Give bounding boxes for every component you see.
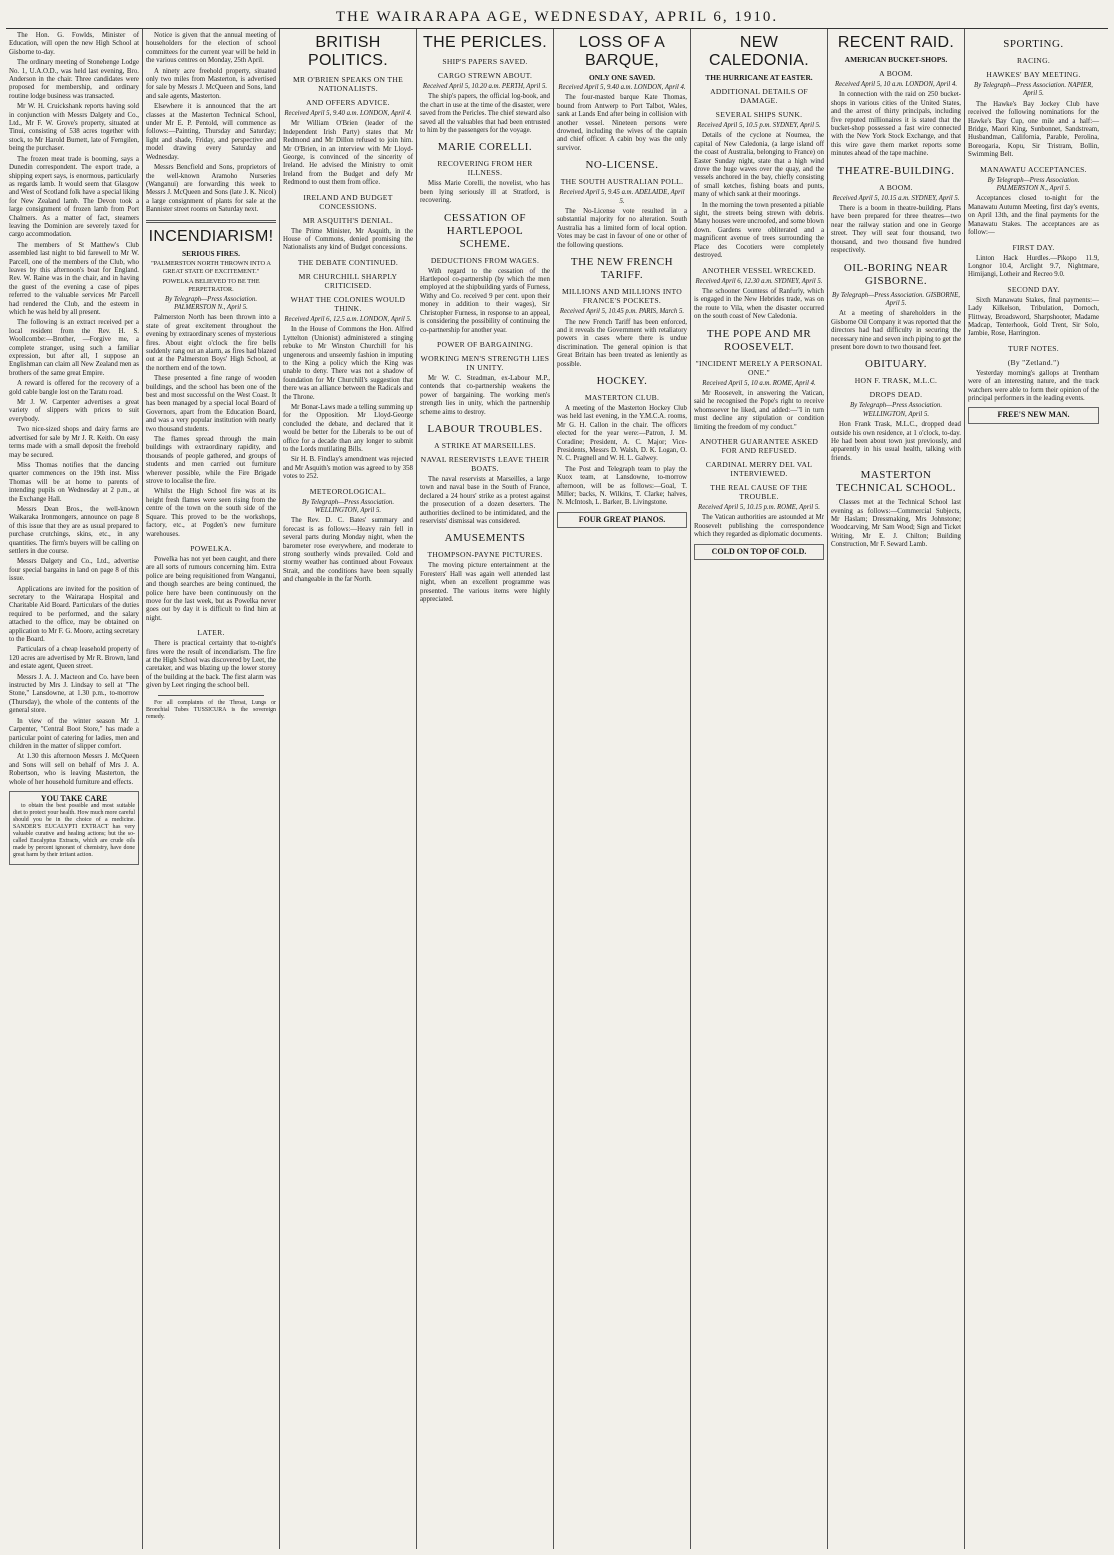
headline: BRITISH POLITICS. <box>307 34 389 69</box>
advertisement <box>9 791 139 865</box>
advertisement <box>557 512 687 528</box>
subheading: MR O'BRIEN SPEAKS ON THE NATIONALISTS. <box>292 75 404 93</box>
section-heading: NO-LICENSE. <box>585 159 659 172</box>
column-5 <box>554 29 691 1549</box>
subheading: NAVAL RESERVISTS LEAVE THEIR BOATS. <box>420 454 550 473</box>
divider <box>158 695 264 696</box>
news-paragraph: At 1.30 this afternoon Messrs J. McQueen and Sons will sell on behalf of Mrs J. A. Robertson, who is leaving Masterton, the whole of her household furniture and effects. <box>9 753 139 786</box>
news-paragraph: The No-License vote resulted in a substantial majority for no alteration. South Australia has a limited form of local option. Votes may be cast in favour of one or other of the following questions. <box>557 208 687 249</box>
dateline: By Telegraph—Press Association. WELLINGTON, April 5. <box>849 402 943 418</box>
dateline: By Telegraph—Press Association. PALMERSTON N., April 5. <box>987 176 1080 193</box>
dateline: Received April 6, 12.5 a.m. LONDON, April 5. <box>284 315 412 323</box>
subheading: POWELKA BELIEVED TO BE THE PERPETRATOR. <box>162 277 260 293</box>
subheading: SECOND DAY. <box>1007 284 1060 294</box>
advertisement <box>694 544 824 560</box>
section-heading: CESSATION OF HARTLEPOOL SCHEME. <box>443 211 527 250</box>
news-paragraph: The Post and Telegraph team to play the Kuox team, at Lansdowne, to-morrow afternoon, will be as follows:—Goal, T. Miller; backs, N. Wilkins, T. Clarke; halves, N. McIntosh, L. Barker, B. Livingstone. <box>557 465 687 507</box>
news-paragraph: Mr Roosevelt, in answering the Vatican, said he recognised the Pope's right to receive whomsoever he liked, and added:—"I in turn must decline any stipulation or condition limiting the freedom of my conduct." <box>694 389 824 431</box>
dateline: By Telegraph—Press Association. WELLINGTON, April 5. <box>301 498 395 514</box>
footer-note: For all complaints of the Throat, Lungs or Bronchial Tubes TUSSICURA is the sovereign remedy. <box>146 699 276 720</box>
ad-title: YOU TAKE CARE <box>40 793 108 803</box>
column-4 <box>417 29 554 1549</box>
news-paragraph: These presented a fine range of wooden buildings, and the school has been one of the best and most successful on the West Coast. It has been managed by a special local Board of Governors, apart from the Education Board, and was a very popular institution with nearly two thousand students. <box>146 375 276 433</box>
dateline: Received April 6, 12.30 a.m. SYDNEY, April 5. <box>695 277 823 285</box>
subheading: THE DEBATE CONTINUED. <box>297 257 399 267</box>
news-paragraph: The frozen meat trade is booming, says a Dunedin correspondent. The export trade, a shipping expert says, is enormous, particularly as regards lamb. It would seem that Glasgow and West of Scotland folk have a special liking for New Zealand lamb. The Devon took a large consignment of frozen lamb from Port Chalmers. As a matter of fact, steamers leaving the Dominion are severely taxed for cargo accommodation. <box>9 155 139 239</box>
news-paragraph: In the House of Commons the Hon. Alfred Lyttelton (Unionist) administered a stinging rebuke to Mr Winston Churchill for his ungenerous and unseemly fashion in imputing to the King a policy which the King was unable to deny. There was not a shadow of foundation for Mr Churchill's suggestion that there was an alliance between the Radicals and the Throne. <box>283 326 413 401</box>
subheading: HAWKES' BAY MEETING. <box>986 70 1081 79</box>
subheading: THOMPSON-PAYNE PICTURES. <box>427 550 543 560</box>
subheading: THE HURRICANE AT EASTER. <box>705 73 813 82</box>
subheading: SEVERAL SHIPS SUNK. <box>715 110 803 119</box>
dateline: By Telegraph—Press Association. NAPIER, April 5. <box>974 82 1093 98</box>
subheading: METEOROLOGICAL. <box>309 486 387 496</box>
subheading: FIRST DAY. <box>1012 242 1055 252</box>
subheading: MILLIONS AND MILLIONS INTO FRANCE'S POCKETS. <box>561 287 683 306</box>
subheading: "PALMERSTON NORTH THROWN INTO A GREAT STATE OF EXCITEMENT." <box>151 259 271 275</box>
subheading: ANOTHER GUARANTEE ASKED FOR AND REFUSED. <box>699 436 819 455</box>
news-paragraph: The Prime Minister, Mr Asquith, in the House of Commons, denied promising the Nationalists any kind of Budget concessions. <box>283 227 413 252</box>
column-6 <box>691 29 828 1549</box>
news-paragraph: At a meeting of shareholders in the Gisborne Oil Company it was reported that the directors had had difficulty in securing the necessary nine and seven inch piping to get the present bore down to two thousand feet. <box>831 310 961 351</box>
news-paragraph: The Hawke's Bay Jockey Club have received the following nominations for the Hawke's Bay Cup, one mile and a half:—Bridge, Maori King, Sunbonnet, Sandstream, Husbandman, California, Parable, Perolina, Boreogaria, Kopu, Sir Tristram, Bollin, Swimming Belt. <box>968 100 1099 159</box>
section-heading: THEATRE-BUILDING. <box>837 164 955 177</box>
subheading: MANAWATU ACCEPTANCES. <box>980 164 1087 174</box>
news-paragraph: Classes met at the Technical School last evening as follows:—Commercial Subjects, Mr Haslam; Dressmaking, Mrs Johnstone; Woodcarving, Mr Sam Wood; Sign and Ticket Writing, Mr E. J. Chilton; Building Construction, Mr F. Seward Lamb. <box>831 499 961 549</box>
news-paragraph: Sixth Manawatu Stakes, final payments:—Lady Kilkelson, Tribulation, Dornoch, Flittway, Broadsword, Sharpshooter, Madame Madcap, Tenterhook, Gold Trent, Sir Solo, Jambie, Rose, Harrington. <box>968 296 1099 338</box>
subheading: HON F. TRASK, M.L.C. <box>854 376 938 386</box>
subheading: MR ASQUITH'S DENIAL. <box>302 215 394 225</box>
subheading: SHIP'S PAPERS SAVED. <box>442 57 528 66</box>
news-paragraph: Mr W. C. Steadman, ex-Labour M.P., contends that co-partnership weakens the power of bargaining. The working men's strength lies in unity, which the partnership scheme aims to destroy. <box>420 374 550 416</box>
subheading: DEDUCTIONS FROM WAGES. <box>430 255 540 265</box>
section-heading: MASTERTON TECHNICAL SCHOOL. <box>836 469 956 495</box>
column-1 <box>6 29 143 1549</box>
subheading: CARDINAL MERRY DEL VAL INTERVIEWED. <box>705 459 813 478</box>
dateline: By Telegraph—Press Association. PALMERSTON N., April 5. <box>164 295 258 311</box>
section-heading: THE POPE AND MR ROOSEVELT. <box>706 327 812 353</box>
news-paragraph: Powelka has not yet been caught, and there are all sorts of rumours concerning him. Extra police are being requisitioned from Wanganui, and though searches are being continued, the police here have been continuously on the move for the last week, but as Powelka never goes out by day it is difficult to find him at night. <box>146 555 276 622</box>
subheading: ADDITIONAL DETAILS OF DAMAGE. <box>710 87 808 105</box>
ad-title: FOUR GREAT PIANOS. <box>578 514 666 524</box>
subheading: CARGO STREWN ABOUT. <box>437 71 533 80</box>
news-paragraph: A ninety acre freehold property, situated only two miles from Masterton, is advertised for sale by Messrs J. McQueen and Sons, land and sale agents, Masterton. <box>146 67 276 100</box>
section-heading: OBITUARY. <box>864 358 928 371</box>
news-paragraph: Miss Marie Corelli, the novelist, who has been lying seriously ill at Stratford, is recovering. <box>420 180 550 205</box>
news-paragraph: Details of the cyclone at Noumea, the capital of New Caledonia, (a large island off the coast of Australia, belonging to France) on Easter Sunday night, state that a high wind drove the huge waves over the quay, and the vessels anchored in the bay, chiefly consisting of small ketches, fishing boats and punts, many of which sank at their moorings. <box>694 132 824 199</box>
subheading: ONLY ONE SAVED. <box>588 73 656 82</box>
subheading: AND OFFERS ADVICE. <box>306 98 390 107</box>
news-paragraph: The naval reservists at Marseilles, a large town and naval base in the South of France, declared a 24 hours' strike as a protest against the prosecution of a dozen deserters. The authorities declined to be intimidated, and the reservists' dismissal was considered. <box>420 475 550 525</box>
news-paragraph: The flames spread through the main buildings with extraordinary rapidity, and thousands of people gathered, and groups of students and men carried out furniture wherever possible, while the Fire Brigade strove to localise the fire. <box>146 436 276 486</box>
news-paragraph: A reward is offered for the recovery of a gold cable bangle lost on the Taratu road. <box>9 380 139 396</box>
news-paragraph: Whilst the High School fire was at its height fresh flames were seen rising from the centre of the town on the south side of the Square. This proved to be the workshops, factory, etc., at Pogden's new furniture warehouses. <box>146 488 276 538</box>
news-paragraph: The four-masted barque Kate Thomas, bound from Antwerp to Port Talbot, Wales, sank at Lands End after being in collision with another vessel. Nineteen persons were drowned, including the wives of the captain and chief officer. A cabin boy was the only survivor. <box>557 94 687 152</box>
subheading: ANOTHER VESSEL WRECKED. <box>702 265 816 275</box>
news-paragraph: Particulars of a cheap leasehold property of 120 acres are advertised by Mr R. Brown, land and estate agent, Queen street. <box>9 646 139 671</box>
dateline: Received April 5, 9.40 a.m. LONDON, April 4. <box>558 84 686 91</box>
news-paragraph: The members of St Matthew's Club assembled last night to bid farewell to Mr W. Parcell, one of the members of the Club, who leaves by this afternoon's boat for England. Rev. W. Raine was in the chair, and in having the guest of the evening a case of pipes referred to the valuable services Mr Parcell had rendered the Club, and the esteem in which he was held by all present. <box>9 241 139 316</box>
dateline: Received April 5, 10.45 p.m. PARIS, March 5. <box>559 308 685 316</box>
news-paragraph: Messrs Bencfield and Sons, proprietors of the well-known Aramoho Nurseries (Wanganui) are forwarding this week to Messrs J. McQueen and Sons (late J. K. Nicol) a large consignment of plants for sale at the Bannister street rooms on Saturday next. <box>146 164 276 214</box>
news-paragraph: Messrs J. A. J. Macteon and Co. have been instructed by Mrs J. Lindsay to sell at "The Stone," Lansdowne, at 1.30 p.m., to-morrow (Thursday), the whole of the contents of the general store. <box>9 673 139 715</box>
news-paragraph: Messrs Dalgety and Co., Ltd., advertise four special bargains in land on page 8 of this issue. <box>9 558 139 583</box>
subheading: THE SOUTH AUSTRALIAN POLL. <box>560 177 684 187</box>
section-heading: LABOUR TROUBLES. <box>427 422 543 435</box>
section-heading: THE NEW FRENCH TARIFF. <box>570 256 674 282</box>
dateline: Received April 5, 10 a.m. ROME, April 4. <box>702 379 816 387</box>
news-paragraph: In the morning the town presented a pitiable sight, the streets being strewn with debris. Many houses were uncroofed, and some blown down. Gardens were obliterated and a magnificent avenue of trees surrounding the Place des Cocotiers were completely destroyed. <box>694 201 824 260</box>
news-paragraph: The Vatican authorities are astounded at Mr Roosevelt publishing the correspondence which they regarded as diplomatic documents. <box>694 514 824 539</box>
subheading: RACING. <box>1016 56 1051 65</box>
section-heading: OIL-BORING NEAR GISBORNE. <box>843 261 949 287</box>
columns <box>6 29 1108 1549</box>
dateline: Received April 5, 10 a.m. LONDON, April 4. <box>834 81 958 88</box>
dateline: Received April 5, 10.5 p.m. SYDNEY, April 5. <box>697 122 821 129</box>
news-paragraph: In connection with the raid on 250 bucket-shops in various cities of the United States, and the arrest of thirty principals, including five reputed millionaires it is stated that the bucket-shop possessed a fast wire connected with the New York Stock Exchange, and that this wire gave them market reports some minutes ahead of the tape machine. <box>831 91 961 158</box>
subheading: "INCIDENT MERELY A PERSONAL ONE." <box>695 358 823 377</box>
subheading: WHAT THE COLONIES WOULD THINK. <box>290 294 406 313</box>
news-paragraph: Acceptances closed to-night for the Manawatu Autumn Meeting, first day's events, on April 13th, and the final payments for the Manawatu Stakes. The acceptances are as follow:— <box>968 195 1099 237</box>
section-heading: AMUSEMENTS <box>444 532 526 545</box>
news-paragraph: Sir H. B. Findlay's amendment was rejected and Mr Asquith's motion was agreed to by 358 votes to 252. <box>283 456 413 481</box>
ad-title: COLD ON TOP OF COLD. <box>711 546 807 556</box>
subheading: AMERICAN BUCKET-SHOPS. <box>844 55 948 64</box>
subheading: A STRIKE AT MARSEILLES. <box>434 440 536 450</box>
section-heading: HOCKEY. <box>596 374 648 387</box>
advertisement <box>968 407 1099 423</box>
news-paragraph: Elsewhere it is announced that the art classes at the Masterton Technical School, under Mr E. P. Pentold, will commence as follows:—Painting, Thursday and Saturday; light and shade, Friday, and perspective and model drawing every Saturday and Wednesday. <box>146 103 276 161</box>
dateline: Received April 5, 9.40 a.m. LONDON, April 4. <box>284 110 412 117</box>
news-paragraph: Palmerston North has been thrown into a state of great excitement throughout the evening by extraordinary scenes of mysterious fires. About eight o'clock the fire bells suddenly rang out an alarm, as fires had blazed out at the Palmerston Boys' High School, at the northern end of the town. <box>146 314 276 372</box>
subheading: WORKING MEN'S STRENGTH LIES IN UNITY. <box>420 353 550 372</box>
dateline: Received April 5, 10.15 a.m. SYDNEY, April 5. <box>832 194 960 202</box>
subheading: LATER. <box>197 628 225 638</box>
news-paragraph: The Rev. D. C. Bates' summary and forecast is as follows:—Heavy rain fell in several parts during Monday night, when the barometer rose everywhere, and moderate to strong southerly winds prevailed. Cold and stormy weather has continued about Foveaux Strait, and the conditions have been squally and changeable in the far North. <box>283 517 413 584</box>
news-paragraph: Two nice-sized shops and dairy farms are advertised for sale by Mr J. R. Keith. On easy terms made with a small deposit the freehold may be secured. <box>9 426 139 459</box>
column-3 <box>280 29 417 1549</box>
news-paragraph: The ship's papers, the official log-book, and the chart in use at the time of the disaster, were saved from the Pericles. The chief steward also saved all the valuables that had been entrusted to him by the passengers for the voyage. <box>420 93 550 135</box>
news-paragraph: Applications are invited for the position of secretary to the Wairarapa Hospital and Charitable Aid Board. Particulars of the duties required to be performed, and the salary attached to the office, may be obtained on application to Mr F. G. Moore, acting secretary to the Board. <box>9 585 139 644</box>
news-paragraph: Linton Hack Hurdles.—Pikopo 11.9, Longnor 10.4, Arclight 9.7, Nightmare, Himijangi, Lotheir and Recreo 9.0. <box>968 254 1099 279</box>
headline: THE PERICLES. <box>423 34 547 51</box>
section-headline: INCENDIARISM! <box>148 227 274 245</box>
subheading: RECOVERING FROM HER ILLNESS. <box>437 159 533 178</box>
news-paragraph: There is practical certainty that to-night's fires were the result of incendiarism. The fire at the High School was discovered by Leet, the caretaker, and was blazing up the lower storey of the building at the back. The first alarm was given by Leet ringing the school bell. <box>146 640 276 690</box>
headline: NEW CALEDONIA. <box>709 34 809 69</box>
section-heading: MARIE CORELLI. <box>437 141 533 154</box>
section-heading: SPORTING. <box>1003 38 1064 50</box>
news-paragraph: Miss Thomas notifies that the dancing quarter commences on the 19th inst. Miss Thomas will be at home to parents of intending pupils on Wednesday at 2 p.m., at the Exchange Hall. <box>9 461 139 503</box>
news-paragraph: Mr J. W. Carpenter advertises a great variety of slippers with prices to suit everybody. <box>9 399 139 423</box>
news-paragraph: A meeting of the Masterton Hockey Club was held last evening, in the Y.M.C.A. rooms, Mr G. H. Callon in the chair. The officers elected for the year were:—Patron, J. M. Coradine; President, A. C. Major; Vice-Presidents, Messrs D. Walsh, D. K. Logan, O. N. C. Pragnell and W. H. L. Galwey. <box>557 404 687 463</box>
dateline: By Telegraph—Press Association. GISBORNE, April 5. <box>832 291 960 307</box>
news-paragraph: Mr Bonar-Laws made a telling summing up for the Opposition. Mr Lloyd-George concluded the debate, and declared that it would be better for the Liberals to be out of office for a decade than any longer to submit to the Lords mutilating Bills. <box>283 403 413 453</box>
news-paragraph: The Hon. G. Fowlds, Minister of Education, will open the new High School at Gisborne to-day. <box>9 32 139 56</box>
subheading: MASTERTON CLUB. <box>584 392 660 402</box>
news-paragraph: The ordinary meeting of Stonehenge Lodge No. 1, U.A.O.D., was held last evening, Bro. Anderson in the chair. Three candidates were proposed for membership, and ordinary routine lodge business was transacted. <box>9 59 139 100</box>
ad-text: to obtain the best possible and most suitable diet to protect your health. How much more careful should you be in the choice of a medicine. SANDER'S EUCALYPTI EXTRACT has very valuable curative and healing actions; but the so-called Eucalyptus Extracts, which are crude oils made by percent ignorant of chemistry, have done great harm by their irritant action. <box>13 803 135 859</box>
headline: RECENT RAID. <box>837 34 955 51</box>
subheading: POWELKA. <box>190 543 232 553</box>
subheading: A BOOM. <box>879 182 913 192</box>
masthead: THE WAIRARAPA AGE, WEDNESDAY, APRIL 6, 1910. <box>6 6 1108 29</box>
news-paragraph: Mr W. H. Cruickshank reports having sold in conjunction with Messrs Dalgety and Co., Ltd., Mr F. W. Grove's property, situated at Tinui, consisting of 538 acres together with stock, to Mr Harold Burnett, late of Ferngilen, being the purchaser. <box>9 103 139 153</box>
subheading: TURF NOTES. <box>1008 343 1059 353</box>
news-paragraph: Notice is given that the annual meeting of householders for the election of school committees for the current year will be held in the various centres on Monday, 25th April. <box>146 32 276 65</box>
news-paragraph: Hon Frank Trask, M.L.C., dropped dead outside his own residence, at 1 o'clock, to-day. He had been about town just previously, and apparently in his usual health, talking with friends. <box>831 421 961 462</box>
news-paragraph: The schooner Countess of Ranfurly, which is engaged in the New Hebrides trade, was on the route to Vila, when the disaster occurred on the south coast of New Caledonia. <box>694 287 824 321</box>
dateline: Received April 5, 10.20 a.m. PERTH, April 5. <box>422 83 548 90</box>
news-paragraph: In view of the winter season Mr J. Carpenter, "Central Boot Store," has made a particular point of catering for ladies, men and children in the matter of slipper comfort. <box>9 717 139 750</box>
news-paragraph: Messrs Dean Bros., the well-known Waikaraka Ironmongers, announce on page 8 of this issue that they are as usual prepared to purchase crutchings, skins, etc., in any quantities. The firm's buyers will be calling on settlers in due course. <box>9 505 139 555</box>
ad-title: FREE'S NEW MAN. <box>997 410 1070 420</box>
column-2 <box>143 29 280 1549</box>
news-paragraph: With regard to the cessation of the Hartlepool co-partnership (by which the men employed at the shipbuilding yards of Furness, Withy and Co. received 9 per cent. upon their money in addition to their wages), Sir Christopher Furness, in response to an appeal, is considering the possibility of continuing the co-partnership for another year. <box>420 267 550 334</box>
news-paragraph: The new French Tariff has been enforced, and it reveals the Government with retaliatory powers in cases where there is undue discrimination. The general opinion is that Great Britain has been treated as leniently as possible. <box>557 318 687 368</box>
subheading: THE REAL CAUSE OF THE TROUBLE. <box>710 482 808 501</box>
news-paragraph: Mr William O'Brien (leader of the Independent Irish Party) states that Mr Redmond and Mr Dillon refused to join him. Mr O'Brien, in an interview with Mr Lloyd-George, is convinced of the sincerity of Ireland. He advised the Ministry to omit Ireland from the Budget and defy Mr Redmond to oust them from office. <box>283 120 413 187</box>
news-paragraph: The following is an extract received per a local resident from the Rev. H. S. Woollcombe:—Brother, —Forgive me, a complete stranger, using such a familiar expression, but after all, I suppose an Englishman can claim all New Zealand men as brothers of the same great Empire. <box>9 319 139 377</box>
column-8 <box>965 29 1102 1549</box>
news-paragraph: Yesterday morning's gallops at Trentham were of an interesting nature, and the track watchers were able to form their opinion of the principal performers in the leading events. <box>968 369 1099 402</box>
subheading: DROPS DEAD. <box>869 390 923 400</box>
news-paragraph: There is a boom in theatre-building. Plans have been prepared for three theatres—two near the railway station and one in George street. They will seat four thousand, two thousand, and two thousand five hundred respectively. <box>831 205 961 255</box>
subheading: IRELAND AND BUDGET CONCESSIONS. <box>303 192 393 211</box>
dateline: Received April 5, 9.45 a.m. ADELAIDE, April 5. <box>559 189 685 205</box>
subheading: POWER OF BARGAINING. <box>436 339 534 349</box>
subheading: SERIOUS FIRES. <box>182 248 240 258</box>
divider <box>146 220 276 223</box>
dateline: Received April 5, 10.15 p.m. ROME, April 5. <box>698 503 820 511</box>
subheading: A BOOM. <box>879 69 913 78</box>
column-7 <box>828 29 965 1549</box>
news-paragraph: The moving picture entertainment at the Foresters' Hall was again well attended last night, when an excellent programme was presented. The various items were highly appreciated. <box>420 562 550 603</box>
subheading: (By "Zetland.") <box>1007 357 1060 367</box>
subheading: MR CHURCHILL SHARPLY CRITICISED. <box>298 271 398 290</box>
headline: LOSS OF A BARQUE, <box>578 34 666 69</box>
